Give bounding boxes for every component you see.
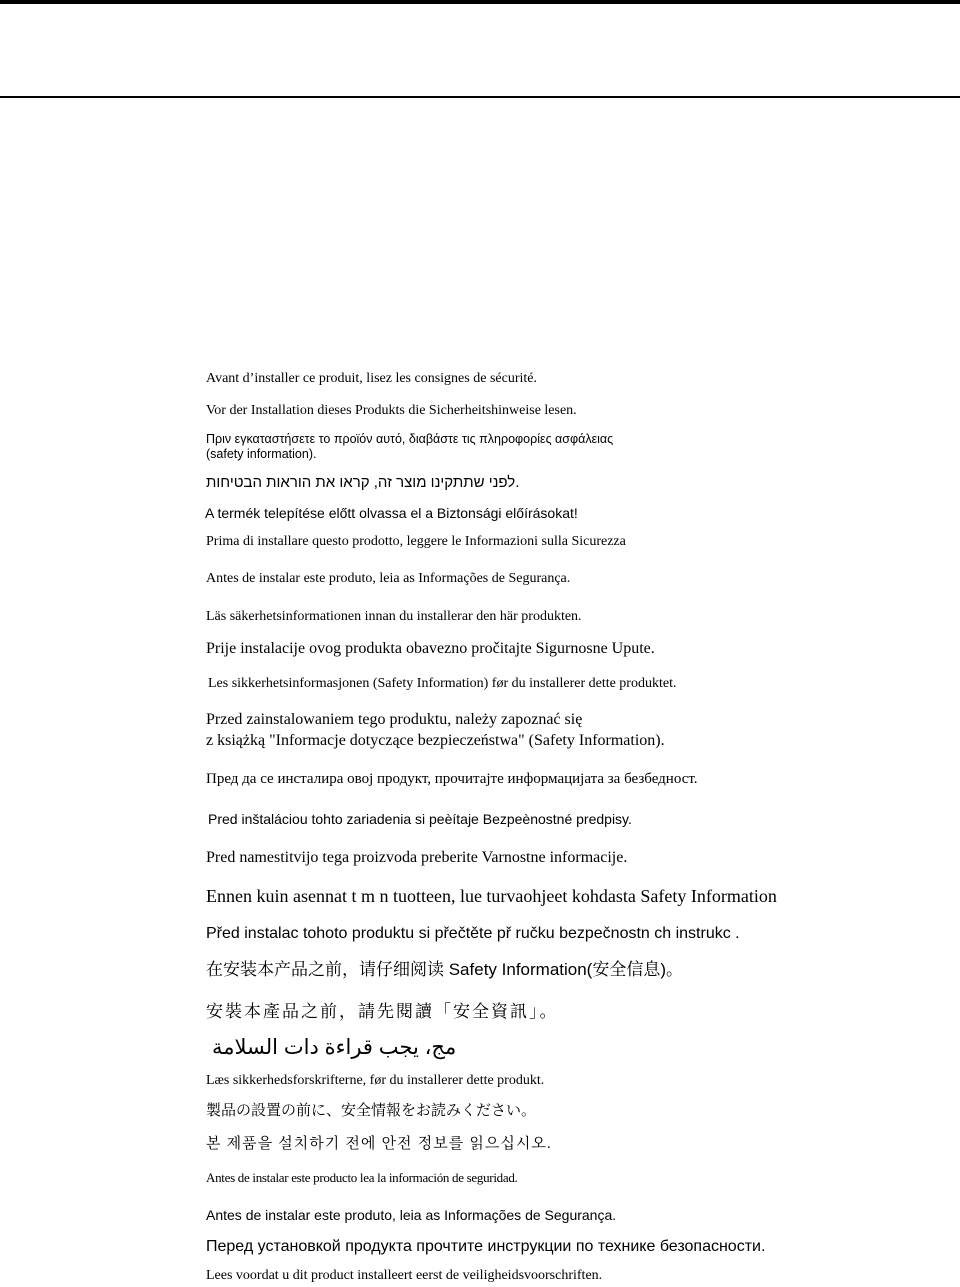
notice-slovak: Pred inštaláciou tohto zariadenia si peèítaje Bezpeènostné predpisy.: [208, 811, 632, 827]
notice-czech: Před instalac tohoto produktu si přečtěte př ručku bezpečnostn ch instrukc .: [206, 925, 740, 942]
notice-polish-line1: Przed zainstalowaniem tego produktu, należy zapoznać się: [206, 711, 583, 728]
notice-japanese: 製品の設置の前に、安全情報をお読みください。: [206, 1102, 537, 1119]
notice-macedonian: Пред да се инсталира овој продукт, прочитајте информацијата за безбедност.: [206, 771, 698, 787]
top-rule: [0, 0, 960, 4]
notice-dutch: Lees voordat u dit product installeert eerst de veiligheidsvoorschriften.: [206, 1268, 603, 1283]
notice-greek-line2: (safety information).: [206, 447, 317, 461]
notice-croatian: Prije instalacije ovog produkta obavezno pročitajte Sigurnosne Upute.: [206, 640, 655, 657]
notice-chinese-traditional: 安裝本產品之前，請先閱讀「安全資訊」。: [206, 1002, 559, 1021]
notice-slovenian: Pred namestitvijo tega proizvoda preberite Varnostne informacije.: [206, 849, 628, 866]
notice-greek-line1: Πριν εγκαταστήσετε το προϊόν αυτό, διαβάστε τις πληροφορίες ασφάλειας: [206, 432, 614, 446]
header-rule: [0, 96, 960, 98]
notice-korean: 본 제품을 설치하기 전에 안전 정보를 읽으십시오.: [206, 1135, 552, 1152]
notice-hungarian: A termék telepítése előtt olvassa el a Biztonsági előírásokat!: [205, 505, 578, 521]
notice-polish-line2: z książką "Informacje dotyczące bezpieczeństwa" (Safety Information).: [206, 732, 665, 749]
notice-portuguese: Antes de instalar este produto, leia as Informações de Segurança.: [206, 571, 571, 586]
notice-hebrew: .לפני שתתקינו מוצר זה, קראו את הוראות הבטיחות: [206, 474, 520, 491]
notice-spanish: Antes de instalar este producto lea la información de seguridad.: [206, 1170, 518, 1185]
notice-finnish: Ennen kuin asennat t m n tuotteen, lue turvaohjeet kohdasta Safety Information: [206, 886, 777, 906]
notice-russian: Перед установкой продукта прочтите инструкции по технике безопасности.: [206, 1238, 766, 1255]
notice-arabic: مج، يجب قراءة دات السلامة: [212, 1036, 457, 1059]
notice-swedish: Läs säkerhetsinformationen innan du installerar den här produkten.: [206, 609, 582, 624]
notice-french: Avant d’installer ce produit, lisez les consignes de sécurité.: [206, 371, 537, 386]
notice-norwegian: Les sikkerhetsinformasjonen (Safety Information) før du installerer dette produktet.: [208, 676, 677, 691]
notice-italian: Prima di installare questo prodotto, leggere le Informazioni sulla Sicurezza: [206, 534, 626, 549]
notice-chinese-simplified: 在安装本产品之前，请仔细阅读 Safety Information(安全信息)。: [206, 960, 684, 979]
notice-portuguese-brazil: Antes de instalar este produto, leia as Informações de Segurança.: [206, 1207, 617, 1223]
notice-german: Vor der Installation dieses Produkts die Sicherheitshinweise lesen.: [206, 403, 577, 418]
notice-danish: Læs sikkerhedsforskrifterne, før du installerer dette produkt.: [206, 1073, 545, 1088]
